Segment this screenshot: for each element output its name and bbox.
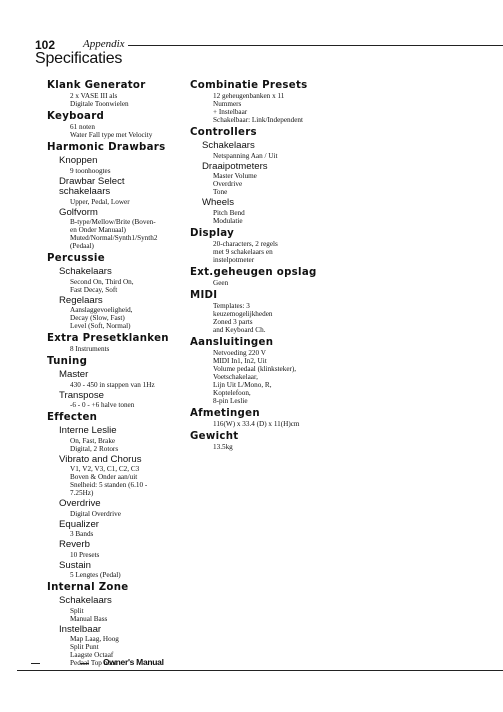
heading-ext-geheugen: Ext.geheugen opslag bbox=[190, 266, 317, 278]
label-overdrive: Overdrive bbox=[59, 498, 101, 509]
label-vibrato-chorus: Vibrato and Chorus bbox=[59, 453, 142, 465]
label-interne-leslie: Interne Leslie bbox=[59, 425, 117, 436]
section-label: Appendix bbox=[83, 38, 125, 50]
heading-klank-generator: Klank Generator bbox=[47, 80, 146, 91]
heading-midi: MIDI bbox=[190, 289, 218, 301]
heading-controllers: Controllers bbox=[190, 127, 257, 138]
footer-tick-right bbox=[80, 663, 89, 664]
label-master: Master bbox=[59, 369, 89, 380]
value-wheels: Pitch Bend Modulatie bbox=[213, 208, 245, 225]
value-ext-geheugen: Geen bbox=[213, 278, 229, 287]
left-column bbox=[47, 80, 197, 667]
page-number: 102 bbox=[35, 38, 56, 52]
value-golfvorm: B-type/Mellow/Brite (Boven- en Onder Manuaal) Muted/Normal/Synth1/Synth2 (Pedaal) bbox=[70, 218, 158, 250]
value-overdrive: Digital Overdrive bbox=[70, 509, 121, 518]
value-controllers-schakelaars: Netspanning Aan / Uit bbox=[213, 151, 278, 160]
heading-keyboard: Keyboard bbox=[47, 111, 105, 122]
label-regelaars: Regelaars bbox=[59, 294, 103, 306]
heading-combinatie-presets: Combinatie Presets bbox=[190, 80, 308, 91]
value-extra-presetklanken: 8 Instruments bbox=[70, 345, 110, 353]
heading-percussie: Percussie bbox=[47, 253, 105, 264]
value-draaipotmeters: Master Volume Overdrive Tone bbox=[213, 172, 257, 196]
label-knoppen: Knoppen bbox=[59, 155, 98, 166]
value-equalizer: 3 Bands bbox=[70, 530, 94, 538]
value-knoppen: 9 toonhoogtes bbox=[70, 166, 111, 175]
value-aansluitingen: Netvoeding 220 V MIDI In1, In2, Uit Volume pedaal (klinksteker), Voetschakelaar, Lijn Uit L/Mono, R, Koptelefoon, 8-pin Leslie bbox=[213, 348, 297, 405]
value-instelbaar: Map Laag, Hoog Split Punt Laagste Octaaf Pedaal Top noot bbox=[70, 635, 119, 667]
value-combinatie-presets: 12 geheugenbanken x 11 Nummers + Instelbaar Schakelbaar: Link/Independent bbox=[213, 92, 304, 124]
value-vibrato-chorus: V1, V2, V3, C1, C2, C3 Boven & Onder aan/uit Snelheid: 5 standen (6.10 - 7.25Hz) bbox=[70, 465, 148, 497]
label-draaipotmeters: Draaipotmeters bbox=[202, 160, 268, 172]
value-drawbar-select: Upper, Pedal, Lower bbox=[70, 197, 130, 206]
value-interne-leslie: On, Fast, Brake Digital, 2 Rotors bbox=[70, 436, 119, 453]
label-wheels: Wheels bbox=[202, 197, 234, 208]
value-zone-schakelaars: Split Manual Bass bbox=[70, 606, 108, 623]
value-transpose: -6 - 0 - +6 halve tonen bbox=[70, 401, 135, 409]
header-rule bbox=[128, 45, 503, 46]
heading-display: Display bbox=[190, 227, 235, 239]
value-keyboard: 61 noten Water Fall type met Velocity bbox=[70, 123, 153, 139]
label-sustain: Sustain bbox=[59, 559, 91, 571]
value-klank-generator: 2 x VASE III als Digitale Toonwielen bbox=[70, 92, 129, 108]
label-transpose: Transpose bbox=[59, 389, 104, 401]
heading-afmetingen: Afmetingen bbox=[190, 407, 260, 419]
heading-harmonic-drawbars: Harmonic Drawbars bbox=[47, 142, 166, 153]
heading-aansluitingen: Aansluitingen bbox=[190, 336, 274, 348]
value-reverb: 10 Presets bbox=[70, 550, 100, 559]
value-display: 20-characters, 2 regels met 9 schakelaars en instelpotmeter bbox=[213, 239, 278, 264]
label-reverb: Reverb bbox=[59, 539, 90, 550]
value-sustain: 5 Lengtes (Pedal) bbox=[70, 571, 121, 579]
label-zone-schakelaars: Schakelaars bbox=[59, 595, 112, 606]
value-afmetingen: 116(W) x 33.4 (D) x 11(H)cm bbox=[213, 419, 300, 428]
heading-tuning: Tuning bbox=[47, 356, 88, 367]
value-midi: Templates: 3 keuzemogelijkheden Zoned 3 parts and Keyboard Ch. bbox=[213, 301, 273, 334]
label-instelbaar: Instelbaar bbox=[59, 623, 102, 635]
footer-rule bbox=[17, 670, 503, 671]
value-master: 430 - 450 in stappen van 1Hz bbox=[70, 380, 155, 389]
label-golfvorm: Golfvorm bbox=[59, 206, 98, 218]
label-equalizer: Equalizer bbox=[59, 518, 99, 530]
value-regelaars: Aanslaggevoeligheid, Decay (Slow, Fast) Level (Soft, Normal) bbox=[70, 306, 133, 330]
right-column bbox=[190, 80, 380, 451]
heading-effecten: Effecten bbox=[47, 412, 98, 423]
footer-tick-left bbox=[31, 663, 40, 664]
footer-label: Owner's Manual bbox=[103, 657, 164, 667]
label-percussie-schakelaars: Schakelaars bbox=[59, 266, 112, 277]
value-percussie-schakelaars: Second On, Third On, Fast Decay, Soft bbox=[70, 277, 134, 294]
heading-extra-presetklanken: Extra Presetklanken bbox=[47, 333, 169, 344]
value-gewicht: 13.5kg bbox=[213, 442, 233, 451]
heading-gewicht: Gewicht bbox=[190, 430, 239, 442]
label-drawbar-select: Drawbar Select schakelaars bbox=[59, 175, 125, 197]
page-title: Specificaties bbox=[35, 50, 123, 67]
heading-internal-zone: Internal Zone bbox=[47, 582, 129, 593]
label-controllers-schakelaars: Schakelaars bbox=[202, 140, 255, 151]
